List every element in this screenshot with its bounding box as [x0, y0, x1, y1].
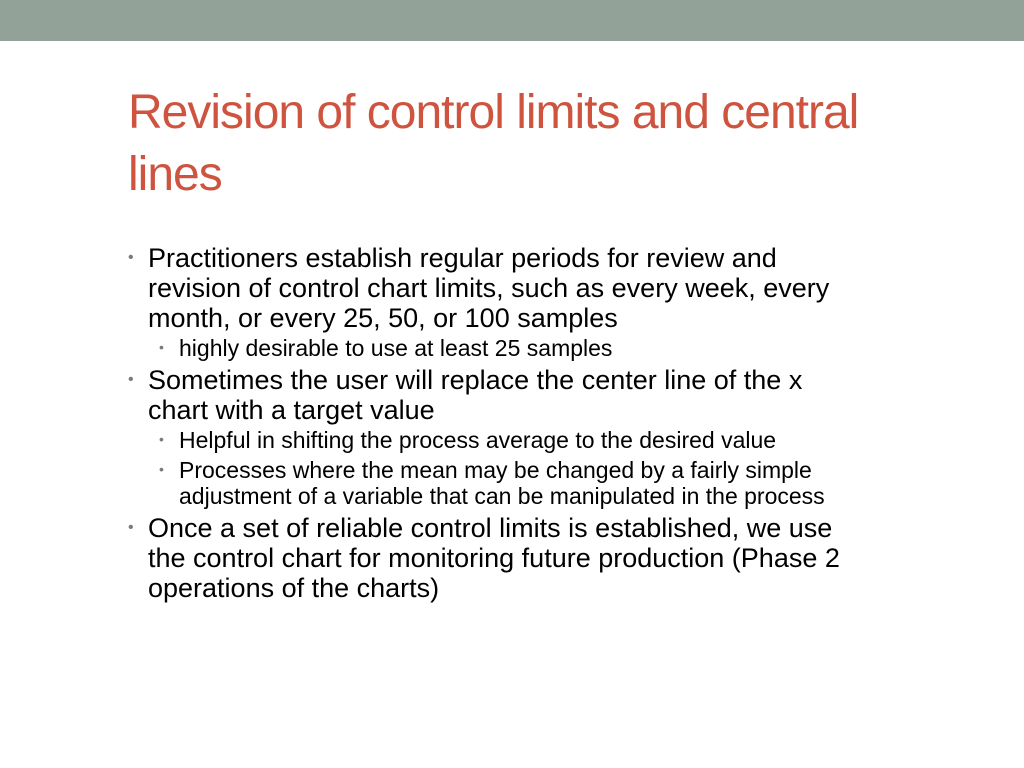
- sub-bullet-item: [159, 427, 868, 453]
- slide-title: Revision of control limits and central lines: [128, 86, 859, 201]
- bullet-marker: •: [128, 519, 134, 536]
- bullet-marker: •: [128, 249, 134, 266]
- slide-body: [128, 243, 868, 603]
- sub-bullet-text: Processes where the mean may be changed by a fairly simple adjustment of a variable that can be manipulated in the process: [179, 457, 825, 509]
- bullet-item: [128, 513, 868, 603]
- top-accent-bar: [0, 0, 1024, 41]
- bullet-text: Sometimes the user will replace the center line of the x chart with a target value: [148, 365, 803, 425]
- sub-bullet-text: Helpful in shifting the process average to the desired value: [179, 427, 777, 453]
- sub-bullet-item: [159, 457, 868, 509]
- bullet-item: [128, 243, 868, 333]
- sub-bullet-item: [159, 335, 868, 361]
- bullet-item: [128, 365, 868, 425]
- sub-bullet-text: highly desirable to use at least 25 samples: [179, 335, 613, 361]
- bullet-text: Once a set of reliable control limits is established, we use the control chart for monitoring future production (Phase 2 operations of the charts): [148, 513, 840, 603]
- bullet-text: Practitioners establish regular periods for review and revision of control chart limits, such as every week, every month, or every 25, 50, or 100 samples: [148, 243, 830, 333]
- sub-bullet-marker: •: [159, 339, 164, 355]
- sub-bullet-marker: •: [159, 431, 164, 447]
- sub-bullet-marker: •: [159, 461, 164, 477]
- bullet-marker: •: [128, 371, 134, 388]
